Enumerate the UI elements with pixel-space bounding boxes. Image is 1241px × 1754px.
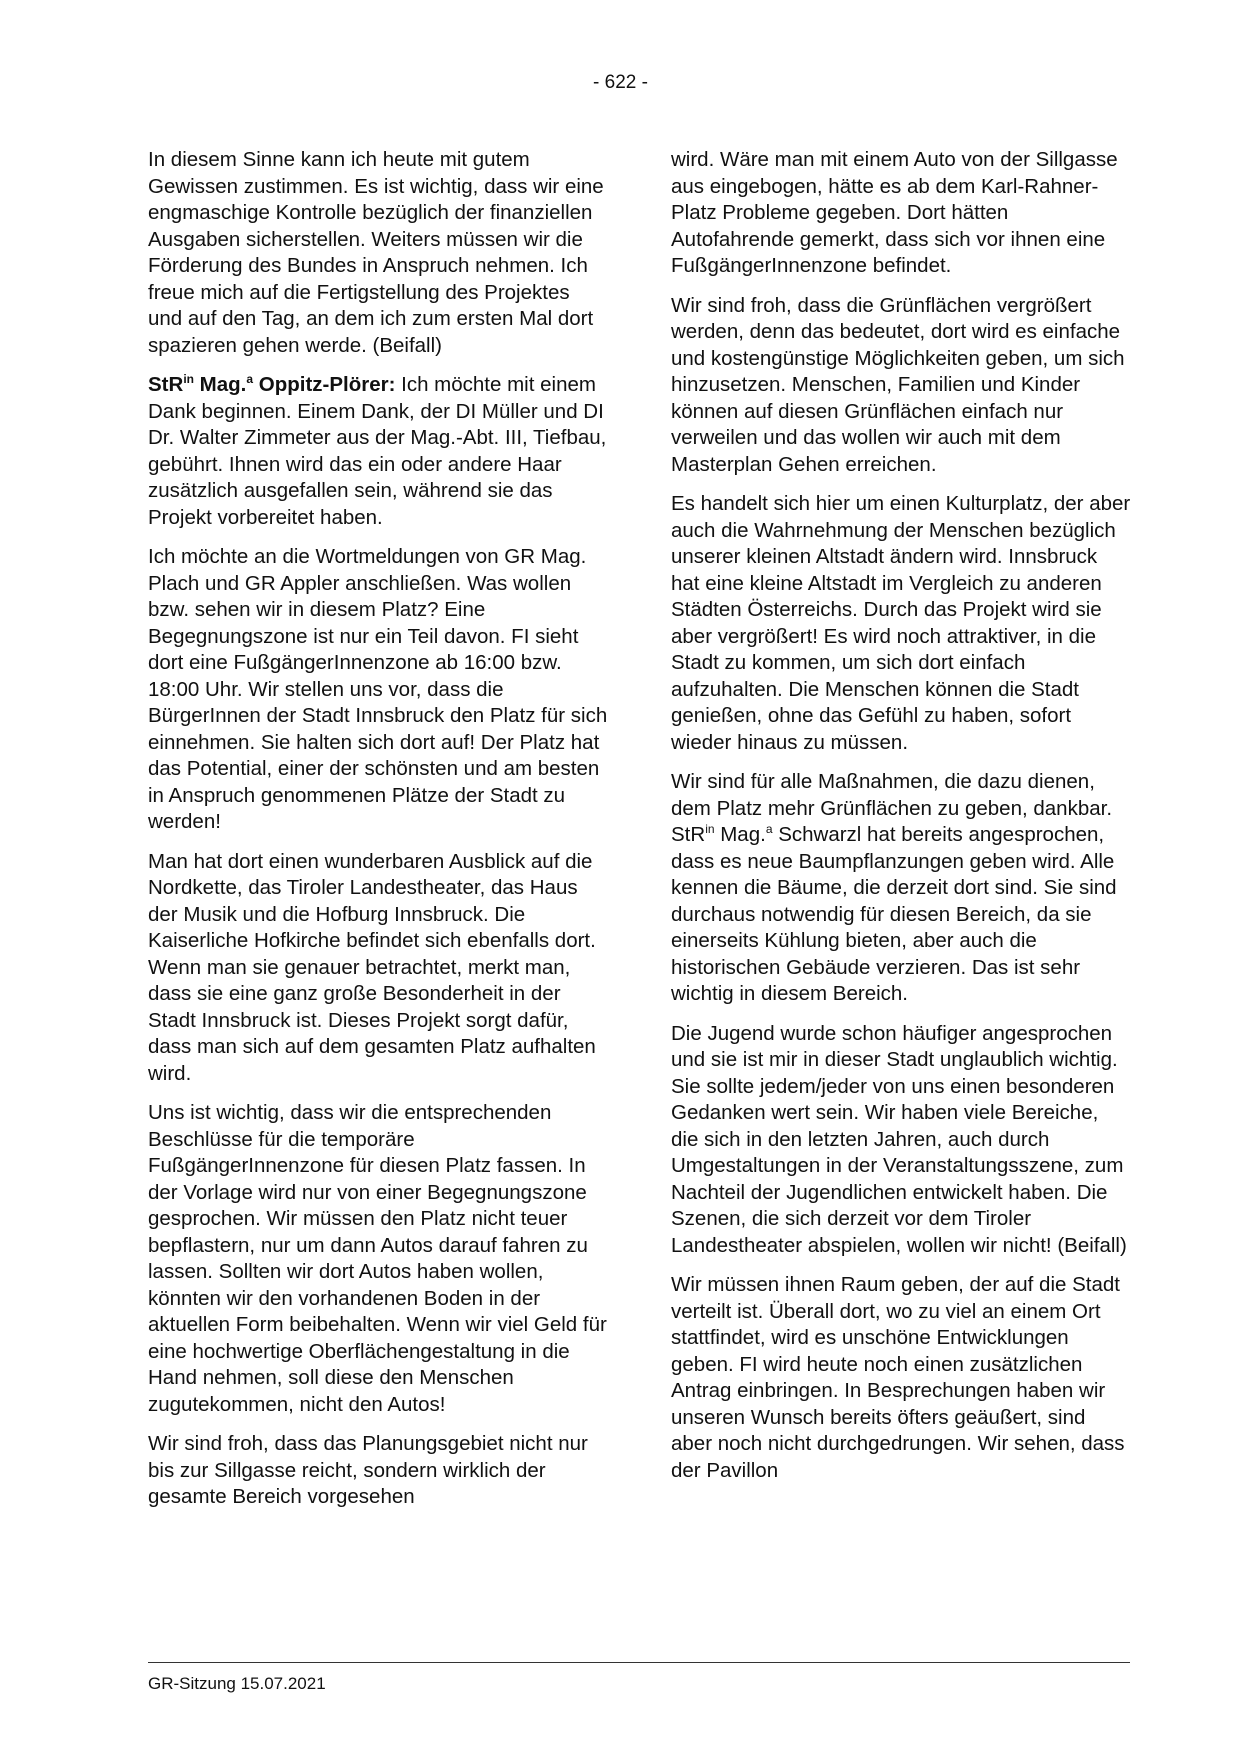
text-span: Schwarzl hat bereits angesprochen, dass es neue Baumpflanzungen geben wird. Alle kennen die Bäume, die derzeit dort sind. Sie sind durchaus notwendig für diesen Bereich, da sie einerseits Kühlung bieten, aber auch die historischen Gebäude verzieren. Das ist sehr wichtig in diesem Bereich. bbox=[671, 823, 1117, 1005]
paragraph: Es handelt sich hier um einen Kulturplatz, der aber auch die Wahrnehmung der Menschen bezüglich unserer kleinen Altstadt ändern wird. Innsbruck hat eine kleine Altstadt im Vergleich zu anderen Städten Österreichs. Durch das Projekt wird sie aber vergrößert! Es wird noch attraktiver, in die Stadt zu kommen, um sich dort einfach aufzuhalten. Die Menschen können die Stadt genießen, ohne das Gefühl zu haben, sofort wieder hinaus zu müssen. bbox=[671, 492, 1131, 754]
speaker-prefix-sup: in bbox=[183, 372, 194, 386]
speaker-surname: Oppitz-Plörer: bbox=[253, 373, 396, 396]
footer-text: GR-Sitzung 15.07.2021 bbox=[148, 1674, 326, 1693]
speaker-title-sup: a bbox=[246, 372, 254, 386]
paragraph bbox=[671, 769, 1131, 1008]
paragraph: In diesem Sinne kann ich heute mit gutem Gewissen zustimmen. Es ist wichtig, dass wir eine engmaschige Kontrolle bezüglich der finanziellen Ausgaben sicherstellen. Weiters müssen wir die Förderung des Bundes in Anspruch nehmen. Ich freue mich auf die Fertigstellung des Projektes und auf den Tag, an dem ich zum ersten Mal dort spazieren gehen werde. (Beifall) bbox=[148, 148, 604, 357]
paragraph: Wir müssen ihnen Raum geben, der auf die Stadt verteilt ist. Überall dort, wo zu viel an einem Ort stattfindet, wird es unschöne Entwicklungen geben. FI wird heute noch einen zusätzlichen Antrag einbringen. In Besprechungen haben wir unseren Wunsch bereits öfters geäußert, sind aber noch nicht durchgedrungen. Wir sehen, dass der Pavillon bbox=[671, 1273, 1125, 1482]
left-column bbox=[148, 147, 608, 1524]
superscript: in bbox=[705, 822, 715, 836]
right-column bbox=[671, 147, 1131, 1497]
speaker-title: Mag. bbox=[193, 373, 247, 396]
speaker-name bbox=[148, 373, 395, 396]
paragraph: Wir sind froh, dass die Grünflächen vergrößert werden, denn das bedeutet, dort wird es einfache und kostengünstige Möglichkeiten geben, um sich hinzusetzen. Menschen, Familien und Kinder können auf diesen Grünflächen einfach nur verweilen und das wollen wir auch mit dem Masterplan Gehen erreichen. bbox=[671, 293, 1125, 476]
footer-divider bbox=[148, 1662, 1130, 1663]
paragraph: Die Jugend wurde schon häufiger angesprochen und sie ist mir in dieser Stadt unglaublich wichtig. Sie sollte jedem/jeder von uns einen besonderen Gedanken wert sein. Wir haben viele Bereiche, die sich in den letzten Jahren, auch durch Umgestaltungen in der Veranstaltungsszene, zum Nachteil der Jugendlichen entwickelt haben. Die Szenen, die sich derzeit vor dem Tiroler Landestheater abspielen, wollen wir nicht! (Beifall) bbox=[671, 1021, 1127, 1257]
page-number: - 622 - bbox=[593, 72, 648, 93]
speaker-paragraph bbox=[148, 372, 608, 531]
paragraph: Uns ist wichtig, dass wir die entsprechenden Beschlüsse für die temporäre FußgängerInnenzone für diesen Platz fassen. In der Vorlage wird nur von einer Begegnungszone gesprochen. Wir müssen den Platz nicht teuer bepflastern, nur um dann Autos darauf fahren zu lassen. Sollten wir dort Autos haben wollen, könnten wir den vorhandenen Boden in der aktuellen Form beibehalten. Wenn wir viel Geld für eine hochwertige Oberflächengestaltung in die Hand nehmen, soll diese den Menschen zugutekommen, nicht den Autos! bbox=[148, 1101, 607, 1416]
paragraph: Man hat dort einen wunderbaren Ausblick auf die Nordkette, das Tiroler Landestheater, das Haus der Musik und die Hofburg Innsbruck. Die Kaiserliche Hofkirche befindet sich ebenfalls dort. Wenn man sie genauer betrachtet, merkt man, dass sie eine ganz große Besonderheit in der Stadt Innsbruck ist. Dieses Projekt sorgt dafür, dass man sich auf dem gesamten Platz aufhalten wird. bbox=[148, 849, 596, 1085]
paragraph: wird. Wäre man mit einem Auto von der Sillgasse aus eingebogen, hätte es ab dem Karl-Rahner-Platz Probleme gegeben. Dort hätten Autofahrende gemerkt, dass sich vor ihnen eine FußgängerInnenzone befindet. bbox=[671, 148, 1118, 277]
text-span: Mag. bbox=[714, 823, 766, 846]
paragraph: Ich möchte an die Wortmeldungen von GR Mag. Plach und GR Appler anschließen. Was wollen bzw. sehen wir in diesem Platz? Eine Begegnungszone ist nur ein Teil davon. FI sieht dort eine FußgängerInnenzone ab 16:00 bzw. 18:00 Uhr. Wir stellen uns vor, dass die BürgerInnen der Stadt Innsbruck den Platz für sich einnehmen. Sie halten sich dort auf! Der Platz hat das Potential, einer der schönsten und am besten in Anspruch genommenen Plätze der Stadt zu werden! bbox=[148, 545, 608, 833]
speech-text: Ich möchte mit einem Dank beginnen. Einem Dank, der DI Müller und DI Dr. Walter Zimmeter aus der Mag.-Abt. III, Tiefbau, gebührt. Ihnen wird das ein oder andere Haar zusätzlich ausgefallen sein, während sie das Projekt vorbereitet haben. bbox=[148, 373, 607, 529]
paragraph: Wir sind froh, dass das Planungsgebiet nicht nur bis zur Sillgasse reicht, sondern wirklich der gesamte Bereich vorgesehen bbox=[148, 1432, 588, 1508]
speaker-prefix: StR bbox=[148, 373, 184, 396]
text-span: Wir sind für alle Maßnahmen, die dazu dienen, dem Platz mehr Grünflächen zu geben, dankbar. StR bbox=[671, 770, 1113, 846]
superscript: a bbox=[765, 822, 773, 836]
